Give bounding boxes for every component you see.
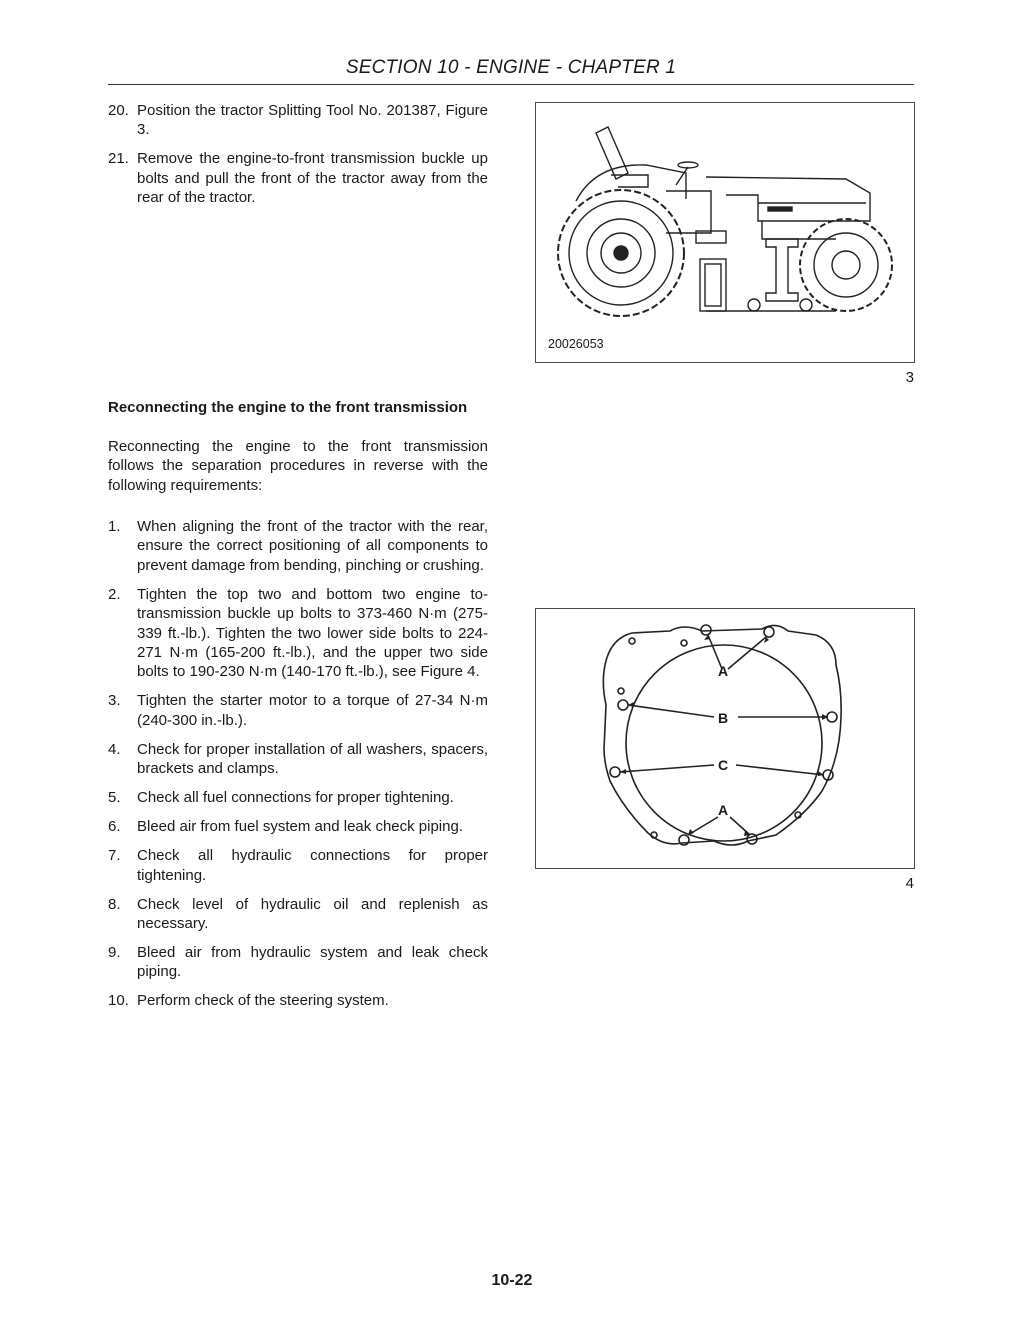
step-number: 5.	[108, 789, 121, 807]
section-header: SECTION 10 - ENGINE - CHAPTER 1	[345, 57, 677, 78]
step-number: 4.	[108, 740, 121, 758]
step-text: Check all fuel connections for proper tightening.	[137, 789, 454, 807]
step-number: 9.	[108, 944, 121, 962]
figure-4-number: 4	[905, 875, 914, 892]
list-item	[108, 895, 488, 934]
list-item	[108, 817, 488, 836]
figure-3-number: 3	[905, 369, 914, 386]
step-number: 7.	[108, 847, 121, 865]
list-item	[108, 585, 488, 682]
list-item	[108, 101, 488, 140]
step-number: 2.	[108, 585, 121, 603]
list-item	[108, 991, 488, 1010]
step-number: 10.	[108, 992, 129, 1010]
list-item	[108, 788, 488, 807]
step-text: Tighten the top two and bottom two engine to-transmission buckle up bolts to 373-460 N·m (275-339 ft.-lb.). Tighten the two lower side bolts to 224-271 N·m (165-200 ft.-lb.), and the upper two side bolts to 190-230 N·m (140-170 ft.-lb.), see Figure 4.	[137, 585, 488, 681]
figure-id: 20026053	[548, 337, 604, 351]
list-item	[108, 149, 488, 207]
list-item	[108, 517, 488, 575]
list-item	[108, 740, 488, 779]
list-item	[108, 943, 488, 982]
step-text: Perform check of the steering system.	[137, 992, 389, 1010]
step-number: 8.	[108, 895, 121, 913]
figure-3-tractor-split	[535, 102, 915, 363]
step-text: Check for proper installation of all washers, spacers, brackets and clamps.	[137, 740, 488, 778]
tractor-illustration	[536, 103, 914, 362]
header-divider	[108, 84, 914, 85]
step-number: 21.	[108, 150, 129, 168]
step-text: Check level of hydraulic oil and replenish as necessary.	[137, 895, 488, 933]
label-a-bottom: A	[718, 802, 729, 818]
bellhousing-illustration	[536, 609, 914, 868]
step-number: 20.	[108, 102, 129, 119]
page-number: 10-22	[491, 1272, 533, 1289]
list-item	[108, 691, 488, 730]
step-text: Tighten the starter motor to a torque of 27-34 N·m (240-300 in.-lb.).	[137, 692, 488, 729]
step-number: 6.	[108, 818, 121, 836]
step-text: Position the tractor Splitting Tool No. 201387, Figure 3.	[137, 102, 488, 139]
step-text: Bleed air from fuel system and leak check piping.	[137, 818, 463, 836]
section-heading: Reconnecting the engine to the front transmission	[108, 399, 468, 416]
step-text: Remove the engine-to-front transmission buckle up bolts and pull the front of the tractor away from the rear of the tractor.	[137, 150, 488, 207]
steps-bottom-list	[108, 517, 488, 1020]
label-b: B	[718, 710, 729, 726]
step-number: 3.	[108, 692, 121, 710]
figure-4-bolt-pattern	[535, 608, 915, 869]
list-item	[108, 846, 488, 885]
label-c: C	[718, 757, 729, 773]
step-text: Check all hydraulic connections for proper tightening.	[137, 847, 488, 884]
step-text: Bleed air from hydraulic system and leak check piping.	[137, 944, 488, 981]
step-text: When aligning the front of the tractor with the rear, ensure the correct positioning of all components to prevent damage from bending, pinching or crushing.	[137, 518, 488, 574]
label-a-top: A	[718, 663, 729, 679]
steps-top-list	[108, 101, 488, 217]
section-intro: Reconnecting the engine to the front transmission follows the separation procedures in reverse with the following requirements:	[108, 438, 488, 494]
step-number: 1.	[108, 518, 121, 535]
